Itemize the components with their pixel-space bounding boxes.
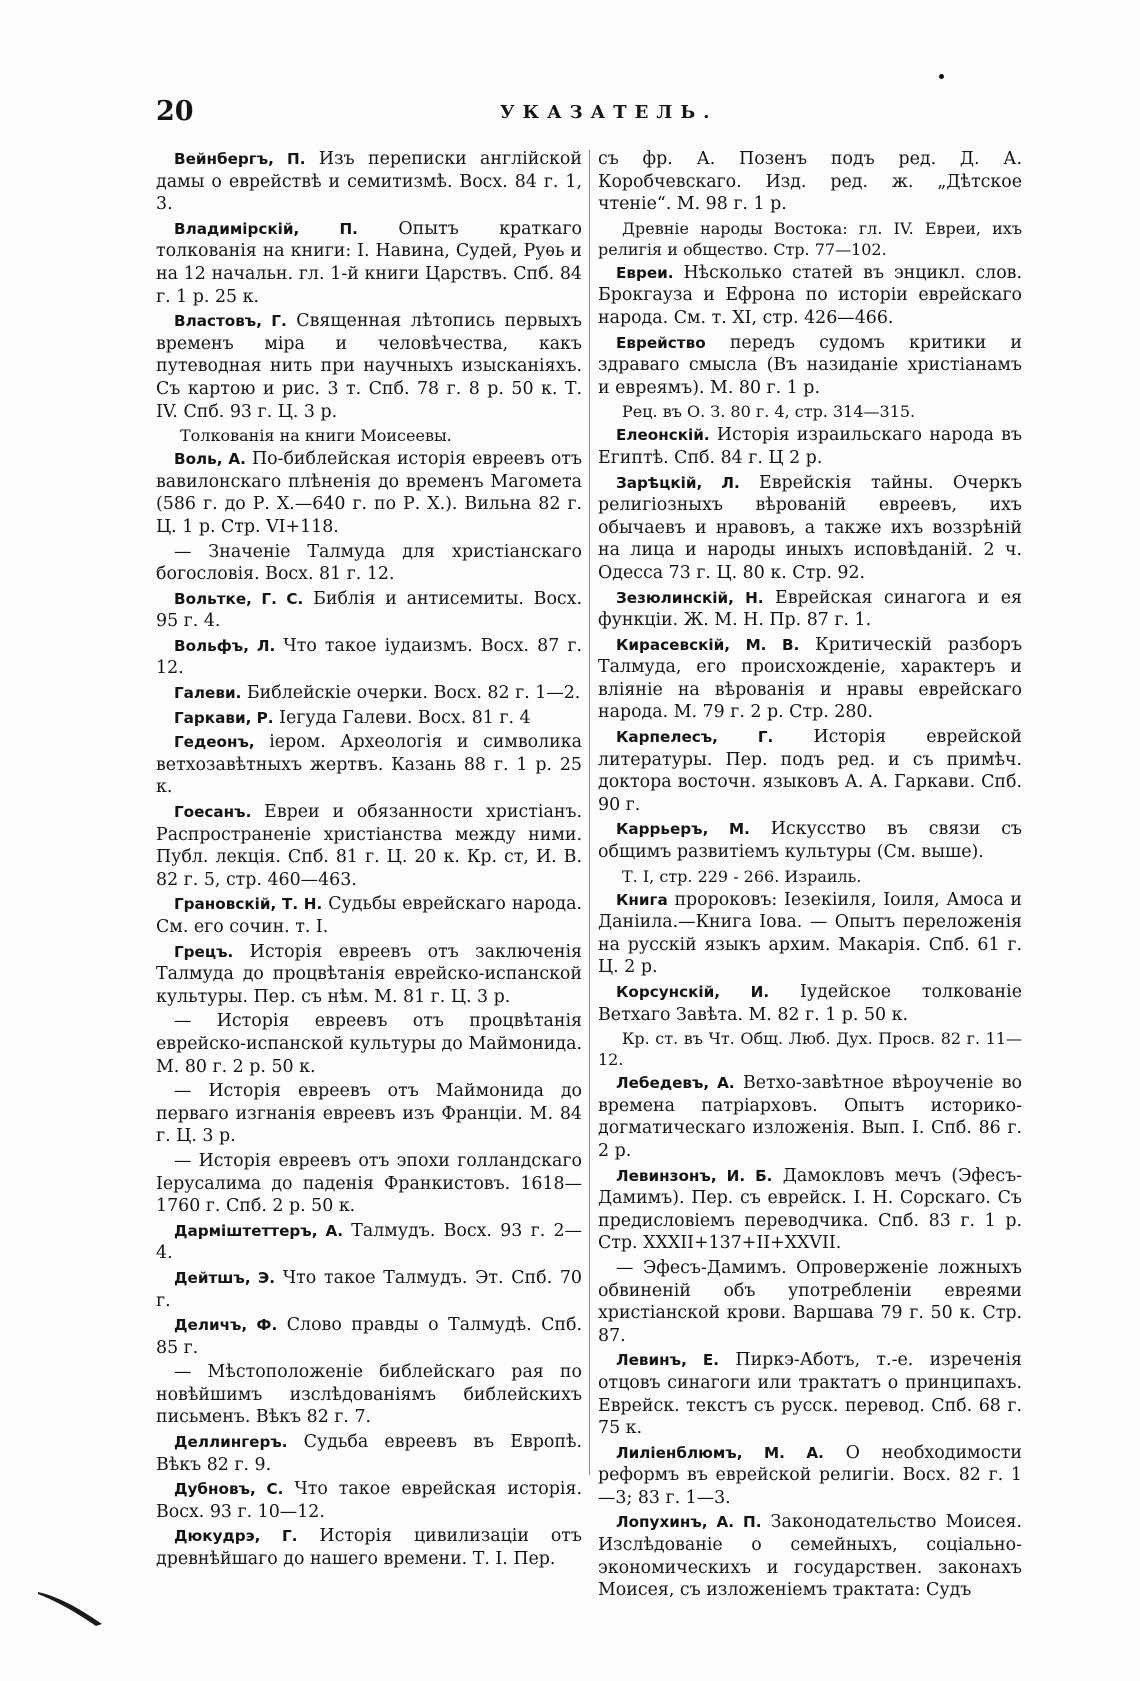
entry-author: Грановскій, Т. Н.	[174, 895, 323, 914]
entry-text: Священная лѣтопись первыхъ временъ міра и человѣчества, какъ путеводная нить при научныхъ изысканіяхъ. Съ картою и рис. 3 т. Спб. 78 г. 8 р. 50 к. Т. IV. Спб. 93 г. Ц. 3 р.	[156, 311, 582, 422]
entry-author: Владимірскій, П.	[174, 219, 358, 238]
entry-text: Законодательство Моисея. Изслѣдованіе о семейныхъ, соціально-экономическихъ и государствен. законахъ Моисея, съ изложеніемъ трактата: Судъ	[598, 1512, 1023, 1601]
bibliography-entry	[156, 635, 582, 680]
bibliography-entry	[156, 1010, 582, 1078]
entry-author: Дубновъ, С.	[174, 1480, 284, 1499]
entry-text: — Эфесъ-Дамимъ. Опроверженіе ложныхъ обвиненій объ употребленіи евреями христіанской крови. Варшава 79 г. 50 к. Стр. 87.	[598, 1257, 1022, 1346]
bibliography-entry	[598, 1165, 1022, 1255]
note-line: Кр. ст. въ Чт. Общ. Люб. Дух. Просв. 82 г. 11—12.	[598, 1029, 1022, 1070]
bibliography-entry	[156, 148, 582, 216]
entry-text: съ фр. А. Позенъ подъ ред. Д. А. Коробчевскаго. Изд. ред. ж. „Дѣтское чтеніе“. М. 98 г. 1 р.	[598, 149, 1022, 215]
bibliography-entry	[156, 1431, 582, 1476]
entry-author: Галеви.	[174, 684, 242, 703]
running-head: УКАЗАТЕЛЬ.	[500, 102, 718, 123]
entry-author: Лиліенблюмъ, М. А.	[616, 1443, 824, 1462]
bibliography-entry	[598, 332, 1022, 400]
entry-author: Деллингеръ.	[174, 1433, 288, 1452]
bibliography-entry	[156, 1525, 582, 1570]
entry-author: Вейнбергъ, П.	[174, 150, 306, 168]
entry-author: Властовъ, Г.	[174, 312, 287, 331]
entry-author: Елеонскій.	[616, 426, 710, 445]
entry-author: Гаркави, Р.	[174, 708, 274, 727]
bibliography-entry	[156, 1220, 582, 1265]
entry-author: Левинъ, Е.	[616, 1351, 720, 1370]
entry-text: По-библейская исторія евреевъ отъ вавилонскаго плѣненія до временъ Магомета (586 г. до Р. Х.—640 г. по Р. Х.). Вильна 82 г. Ц. 1 р. Стр. VI+118.	[156, 449, 582, 537]
bibliography-entry	[598, 981, 1022, 1026]
entry-text: Что такое Талмудъ. Эт. Спб. 70 г.	[156, 1267, 582, 1311]
entry-text: — Мѣстоположеніе библейскаго рая по новѣйшимъ изслѣдованіямъ библейскихъ письменъ. Вѣкъ 82 г. 7.	[156, 1362, 582, 1428]
bibliography-entry	[598, 424, 1022, 469]
bibliography-entry	[598, 1511, 1022, 1601]
entry-text: Исторія цивилизаціи отъ древнѣйшаго до нашего времени. Т. I. Пер.	[156, 1526, 582, 1570]
entry-author: Дюкудрэ, Г.	[174, 1527, 298, 1546]
entry-text: — Исторія евреевъ отъ Маймонида до перваго изгнанія евреевъ изъ Франціи. М. 84 г. Ц. 3 р.	[156, 1081, 582, 1147]
entry-author: Деличъ, Ф.	[174, 1316, 278, 1335]
entry-text: Пиркэ-Аботъ, т.-е. изреченія отцовъ синагоги или трактатъ о принципахъ. Еврейск. текстъ съ русск. перевод. Спб. 68 г. 75 к.	[598, 1350, 1022, 1439]
right-column	[598, 148, 1022, 1604]
entry-text: Слово правды о Талмудѣ. Спб. 85 г.	[156, 1315, 582, 1358]
entry-text: Талмудъ. Восх. 93 г. 2—4.	[156, 1220, 582, 1264]
entry-author: Каррьеръ, М.	[616, 820, 750, 839]
bibliography-entry	[598, 1257, 1022, 1347]
entry-text: Библія и антисемиты. Восх. 95 г. 4.	[156, 588, 583, 632]
entry-text: Евреи и обязанности христіанъ. Распространеніе христіанства между ними. Публ. лекція. Спб. 81 г. Ц. 20 к. Кр. ст, И. В. 82 г. 5, стр. 460—463.	[156, 802, 582, 890]
bibliography-entry	[156, 893, 582, 938]
entry-author: Зарѣцкій, Л.	[616, 473, 740, 492]
entry-author: Дейтшъ, Э.	[174, 1268, 275, 1287]
column-divider	[589, 150, 590, 1475]
bibliography-entry	[598, 634, 1022, 724]
print-speck	[939, 74, 944, 79]
entry-text: Еврейская синагога и ея функціи. Ж. М. Н. Пр. 87 г. 1.	[598, 587, 1023, 631]
bibliography-entry	[156, 1478, 582, 1523]
entry-text: О необходимости реформъ въ еврейской религіи. Восх. 82 г. 1—3; 83 г. 1—3.	[598, 1442, 1022, 1508]
bibliography-entry	[156, 941, 582, 1009]
bibliography-entry	[156, 448, 582, 538]
entry-text: — Значеніе Талмуда для христіанскаго богословія. Восх. 81 г. 12.	[156, 541, 582, 585]
entry-author: Вольтке, Г. С.	[174, 589, 304, 608]
scan-smudge-mark	[36, 1588, 106, 1628]
bibliography-entry	[598, 1072, 1022, 1162]
entry-author: Грецъ.	[174, 942, 234, 961]
entry-author: Лебедевъ, А.	[616, 1074, 735, 1093]
entry-text: Ветхо-завѣтное вѣроученіе во времена патріарховъ. Опытъ историко-догматическаго изложенія. Вып. I. Спб. 86 г. 2 р.	[598, 1073, 1022, 1161]
entry-author: Воль, А.	[174, 450, 246, 469]
note-line: Т. I, стр. 229 - 266. Израиль.	[622, 866, 862, 886]
entry-text: Что такое еврейская исторія. Восх. 93 г. 10—12.	[156, 1479, 582, 1522]
bibliography-entry	[598, 587, 1022, 632]
entry-author: Левинзонъ, И. Б.	[616, 1166, 773, 1185]
entry-text: Изъ переписки англійской дамы о еврействѣ и семитизмѣ. Восх. 84 г. 1, 3.	[156, 149, 582, 215]
entry-text: Исторія евреевъ отъ заключенія Талмуда до процвѣтанія еврейско-испанской культуры. Пер. съ нѣм. М. 81 г. Ц. 3 р.	[156, 941, 582, 1007]
bibliography-entry	[598, 262, 1022, 330]
entry-author: Зезюлинскій, Н.	[616, 588, 764, 607]
entry-text: Опытъ краткаго толкованія на книги: І. Навина, Судей, Руѳь и на 12 начальн. гл. 1-й книги Царствъ. Спб. 84 г. 1 р. 25 к.	[156, 218, 582, 307]
entry-text: Что такое іудаизмъ. Восх. 87 г. 12.	[156, 635, 582, 679]
bibliography-entry	[156, 1150, 582, 1218]
entry-author: Гедеонъ,	[174, 733, 255, 752]
entry-text: Исторія израильскаго народа въ Египтѣ. Спб. 84 г. Ц 2 р.	[598, 425, 1022, 468]
note-line: Древніе народы Востока: гл. IV. Евреи, ихъ религія и общество. Стр. 77—102.	[598, 218, 1022, 259]
bibliography-entry	[156, 682, 582, 705]
entry-text: іером. Археологія и символика ветхозавѣтныхъ жертвъ. Казань 88 г. 1 р. 25 к.	[156, 732, 582, 798]
entry-text: Іудейское толкованіе Ветхаго Завѣта. М. 82 г. 1 р. 50 к.	[598, 982, 1022, 1025]
bibliography-entry	[156, 731, 582, 799]
entry-text: Критическій разборъ Талмуда, его происхожденіе, характеръ и вліяніе на вѣрованія и нравы еврейскаго народа. М. 79 г. 2 р. Стр. 280.	[598, 634, 1023, 723]
entry-text: Библейскіе очерки. Восх. 82 г. 1—2.	[241, 683, 581, 704]
entry-text: Дамокловъ мечъ (Эфесъ-Дамимъ). Пер. съ еврейск. І. Н. Сорскаго. Съ предисловіемъ переводчика. Спб. 83 г. 1 р. Стр. XXXII+137+II+XXVII.	[598, 1165, 1023, 1254]
entry-text: передъ судомъ критики и здраваго смысла (Въ назиданіе христіанамъ и евреямъ). М. 80 г. 1 р.	[598, 332, 1022, 398]
bibliography-entry	[156, 707, 582, 730]
entry-author: Карпелесъ, Г.	[616, 728, 774, 747]
entry-text: Іегуда Галеви. Восх. 81 г. 4	[273, 707, 531, 728]
entry-text: Исторія еврейской литературы. Пер. подъ ред. и съ примѣч. доктора восточн. языковъ А. А. Гаркави. Спб. 90 г.	[598, 727, 1022, 815]
entry-text: Искусство въ связи съ общимъ развитіемъ культуры (См. выше).	[598, 819, 1022, 863]
bibliography-entry	[156, 1267, 582, 1312]
note-line: Рец. въ О. З. 80 г. 4, стр. 314—315.	[622, 402, 916, 422]
entry-author: Евреи.	[616, 263, 674, 282]
entry-text: Еврейскія тайны. Очеркъ религіозныхъ вѣрованій евреевъ, ихъ обычаевъ и нравовъ, а также ихъ воззрѣній на лица и народы иныхъ исповѣданій. 2 ч. Одесса 73 г. Ц. 80 к. Стр. 92.	[598, 472, 1022, 583]
bibliography-entry	[598, 889, 1022, 979]
entry-author: Гоесанъ.	[174, 803, 252, 822]
bibliography-entry	[156, 588, 582, 633]
entry-author: Книга	[616, 890, 668, 909]
bibliography-entry	[598, 1442, 1022, 1510]
bibliography-entry	[598, 472, 1022, 585]
bibliography-entry	[156, 218, 582, 308]
bibliography-entry	[598, 818, 1022, 863]
entry-text: — Исторія евреевъ отъ процвѣтанія еврейско-испанской культуры до Маймонида. М. 80 г. 2 р. 50 к.	[156, 1011, 582, 1077]
bibliography-entry	[156, 1361, 582, 1429]
bibliography-entry	[156, 801, 582, 891]
entry-text: Нѣсколько статей въ энцикл. слов. Брокгауза и Ефрона по исторіи еврейскаго народа. См. т. XI, стр. 426—466.	[598, 262, 1022, 328]
bibliography-entry	[598, 148, 1022, 216]
page-number: 20	[156, 96, 194, 127]
entry-author: Кирасевскій, М. В.	[616, 635, 800, 654]
bibliography-entry	[156, 1314, 582, 1359]
bibliography-entry	[598, 726, 1022, 816]
bibliography-entry	[156, 310, 582, 423]
entry-author: Вольфъ, Л.	[174, 636, 276, 655]
entry-text: Судьба евреевъ въ Европѣ. Вѣкъ 82 г. 9.	[156, 1432, 582, 1475]
entry-author: Дарміштеттеръ, А.	[174, 1221, 344, 1240]
entry-text: — Исторія евреевъ отъ эпохи голландскаго Іерусалима до паденія Франкистовъ. 1618—1760 г. Спб. 2 р. 50 к.	[156, 1150, 582, 1217]
bibliography-entry	[156, 1080, 582, 1148]
entry-author: Еврейство	[616, 333, 706, 352]
entry-text: пророковъ: Іезекіиля, Іоиля, Амоса и Даніила.—Книга Іова. — Опытъ переложенія на русскій языкъ архим. Макарія. Спб. 61 г. Ц. 2 р.	[598, 889, 1022, 978]
entry-text: Судьбы еврейскаго народа. См. его сочин. т. I.	[156, 894, 582, 937]
entry-author: Лопухинъ, А. П.	[616, 1513, 762, 1532]
bibliography-entry	[598, 1349, 1022, 1439]
entry-author: Корсунскій, И.	[616, 983, 770, 1001]
bibliography-entry	[156, 541, 582, 586]
note-line: Толкованія на книги Моисеевы.	[180, 426, 452, 446]
left-column	[156, 148, 582, 1573]
